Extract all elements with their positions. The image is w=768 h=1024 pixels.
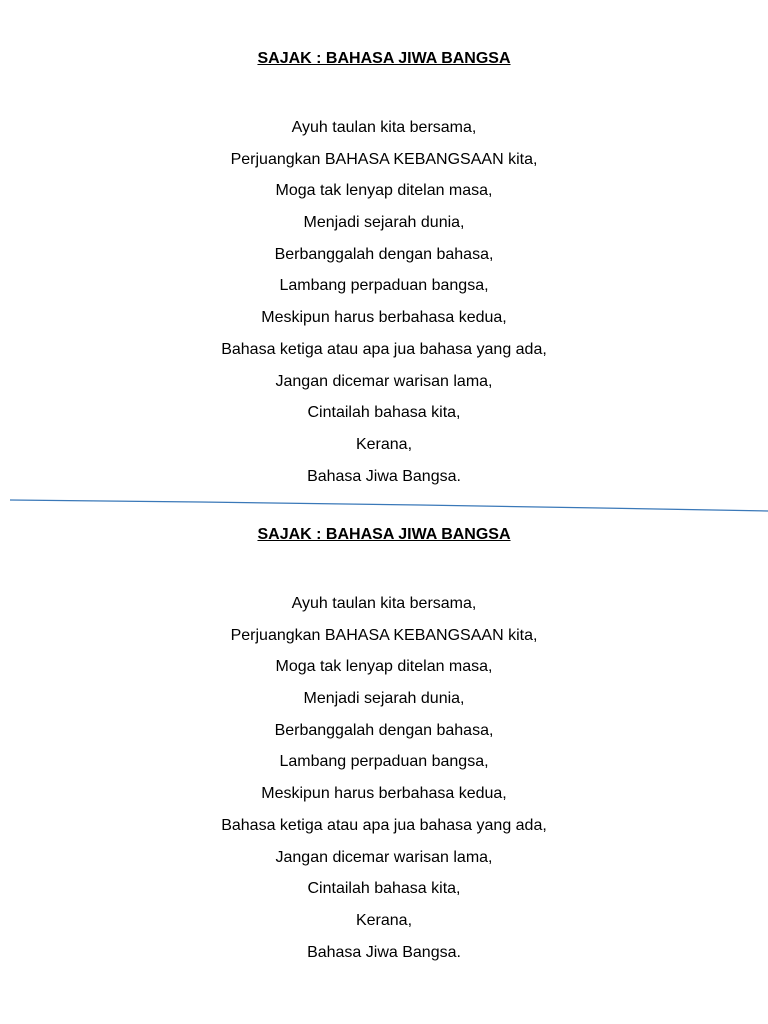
poem-bottom <box>0 524 768 968</box>
poem-lines <box>0 112 768 492</box>
poem-line: Perjuangkan BAHASA KEBANGSAAN kita, <box>230 626 538 644</box>
poem-line: Ayuh taulan kita bersama, <box>291 595 477 612</box>
poem-line: Cintailah bahasa kita, <box>307 404 461 422</box>
poem-line: Kerana, <box>355 435 413 453</box>
poem-line: Menjadi sejarah dunia, <box>303 690 465 708</box>
poem-line: Moga tak lenyap ditelan masa, <box>275 182 493 200</box>
poem-line: Jangan dicemar warisan lama, <box>275 848 493 866</box>
poem-line: Meskipun harus berbahasa kedua, <box>261 309 507 327</box>
poem-line: Jangan dicemar warisan lama, <box>275 372 493 390</box>
poem-line: Lambang perpaduan bangsa, <box>279 277 489 295</box>
poem-title: SAJAK : BAHASA JIWA BANGSA <box>257 50 511 67</box>
poem-line: Moga tak lenyap ditelan masa, <box>275 658 493 676</box>
divider-line <box>10 500 768 511</box>
poem-line: Cintailah bahasa kita, <box>307 880 461 898</box>
poem-line: Ayuh taulan kita bersama, <box>291 119 477 136</box>
poem-line: Kerana, <box>355 911 413 929</box>
poem-line: Lambang perpaduan bangsa, <box>279 753 489 771</box>
poem-line: Menjadi sejarah dunia, <box>303 214 465 232</box>
poem-line: Berbanggalah dengan bahasa, <box>274 245 494 263</box>
cut-line-divider <box>0 490 768 520</box>
poem-lines <box>0 588 768 968</box>
poem-line: Bahasa ketiga atau apa jua bahasa yang ada, <box>221 340 547 358</box>
poem-line: Perjuangkan BAHASA KEBANGSAAN kita, <box>230 150 538 168</box>
poem-line: Berbanggalah dengan bahasa, <box>274 721 494 739</box>
poem-title: SAJAK : BAHASA JIWA BANGSA <box>257 526 511 543</box>
poem-line: Bahasa Jiwa Bangsa. <box>307 467 461 485</box>
poem-line: Meskipun harus berbahasa kedua, <box>261 785 507 803</box>
poem-line: Bahasa Jiwa Bangsa. <box>307 943 461 961</box>
poem-top <box>0 48 768 492</box>
poem-line: Bahasa ketiga atau apa jua bahasa yang ada, <box>221 816 547 834</box>
